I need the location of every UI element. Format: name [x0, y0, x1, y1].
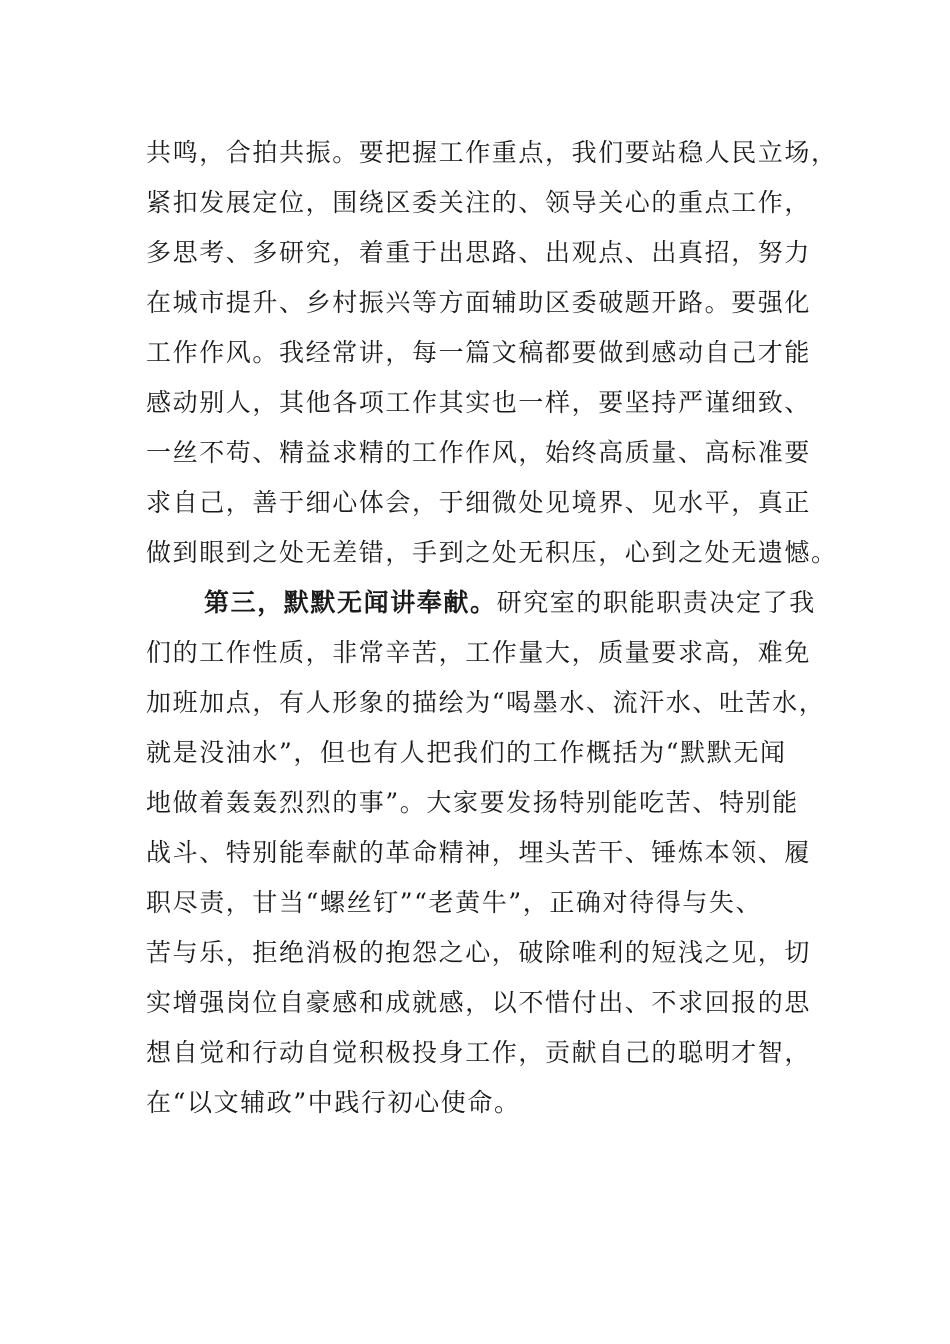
text-line: 们的工作性质，非常辛苦，工作量大，质量要求高，难免: [146, 638, 812, 667]
text-line: 在“以文辅政”中践行初心使命。: [146, 1088, 521, 1117]
text-line: 求自己，善于细心体会，于细微处见境界、见水平，真正: [146, 488, 812, 517]
paragraph-heading: 第三，默默无闻讲奉献。: [204, 588, 497, 617]
paragraph-third: [146, 578, 826, 1128]
text-line: 做到眼到之处无差错，手到之处无积压，心到之处无遗憾。: [146, 538, 838, 567]
text-line: 职尽责，甘当“螺丝钉”“老黄牛”，正确对待得与失、: [146, 888, 763, 917]
text-line: 工作作风。我经常讲，每一篇文稿都要做到感动自己才能: [146, 338, 812, 367]
text-segment: 研究室的职能职责决定了我: [496, 588, 816, 617]
text-line: 想自觉和行动自觉积极投身工作，贡献自己的聪明才智，: [146, 1038, 812, 1067]
document-body: [146, 128, 838, 1128]
paragraph-first-line: [146, 578, 816, 628]
text-line: 在城市提升、乡村振兴等方面辅助区委破题开路。要强化: [146, 288, 812, 317]
text-line: 加班加点，有人形象的描绘为“喝墨水、流汗水、吐苦水，: [146, 688, 826, 717]
text-line: 紧扣发展定位，围绕区委关注的、领导关心的重点工作，: [146, 188, 812, 217]
text-line: 共鸣，合拍共振。要把握工作重点，我们要站稳人民立场，: [146, 138, 838, 167]
text-line: 地做着轰轰烈烈的事”。大家要发扬特别能吃苦、特别能: [146, 788, 799, 817]
text-line: 一丝不苟、精益求精的工作作风，始终高质量、高标准要: [146, 438, 812, 467]
text-line: 苦与乐，拒绝消极的抱怨之心，破除唯利的短浅之见，切: [146, 938, 812, 967]
paragraph-continued: [146, 128, 838, 578]
text-line: 感动别人，其他各项工作其实也一样，要坚持严谨细致、: [146, 388, 812, 417]
text-line: 实增强岗位自豪感和成就感，以不惜付出、不求回报的思: [146, 988, 812, 1017]
text-line: 就是没油水”，但也有人把我们的工作概括为“默默无闻: [146, 738, 787, 767]
text-line: 战斗、特别能奉献的革命精神，埋头苦干、锤炼本领、履: [146, 838, 812, 867]
text-line: 多思考、多研究，着重于出思路、出观点、出真招，努力: [146, 238, 812, 267]
